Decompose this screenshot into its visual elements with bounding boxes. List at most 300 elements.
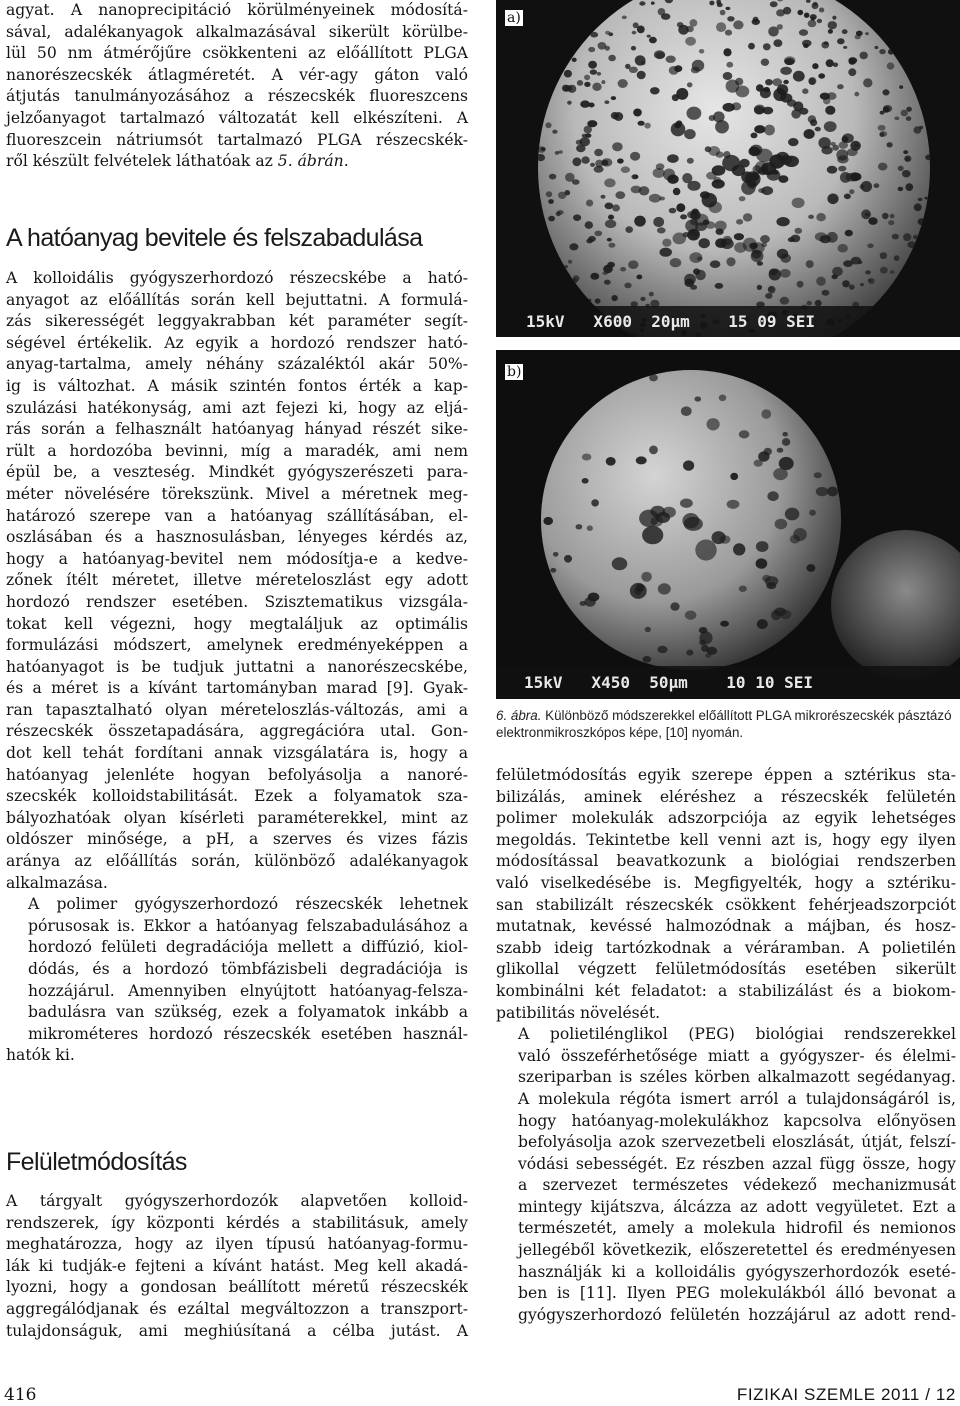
pore [676, 120, 682, 125]
pore [580, 601, 586, 606]
pore [860, 52, 868, 60]
pore [878, 163, 888, 171]
pore [845, 230, 853, 237]
pore [546, 191, 552, 197]
pore [812, 3, 819, 9]
pore [887, 62, 895, 69]
pore [716, 151, 724, 157]
text-line: tulajdonságuk, ami meghiúsítaná a célba jutást. A [6, 1321, 468, 1340]
text-line: san stabilizált részecskék csökkent fehérjeadszorpciót [496, 895, 956, 914]
text-line: mikrométeres hordozó részecskék esetében használ- [28, 1024, 468, 1043]
pore [894, 117, 899, 121]
pore [757, 285, 762, 290]
text-line: hogy a hatóanyag-bevitel nem módosítja-e a kedve- [6, 549, 468, 568]
pore [792, 198, 805, 208]
pore [687, 158, 694, 164]
text-line: szabb ideig tartózkodnak a véráramban. A polietilén [496, 938, 956, 957]
pore [720, 621, 729, 627]
text-line: dódás, és a hordozó tömbfázisbeli degradációja is [28, 960, 468, 978]
pore [802, 88, 808, 94]
pore [899, 85, 903, 89]
pore [586, 200, 593, 207]
pore [687, 229, 700, 240]
pore [680, 499, 693, 508]
pore [615, 191, 625, 199]
pore [709, 1, 714, 6]
pore [587, 120, 597, 127]
text-line: hatóanyagot is be tudjuk juttatni a nanorészecskébe, [6, 657, 468, 676]
pore [883, 89, 890, 95]
pore [764, 125, 775, 136]
pore [605, 31, 610, 35]
pore [808, 215, 814, 219]
intro-paragraph [6, 0, 468, 173]
text-line: anyagot az előállítás során kell bejuttatni. A formulá- [6, 290, 468, 309]
text-line: jellegéből következik, előszeretettel és eredményesen [518, 1241, 956, 1260]
pore [905, 183, 913, 191]
pore [658, 583, 671, 594]
pore [695, 214, 709, 226]
pore [725, 7, 730, 10]
pore [765, 79, 773, 85]
pore [604, 100, 609, 104]
pore [830, 142, 835, 146]
pore [901, 110, 908, 117]
pore [842, 280, 850, 287]
pore [782, 438, 790, 446]
pore [632, 31, 637, 35]
pore [865, 213, 870, 217]
pore [663, 169, 675, 181]
text-line: zőnek ítélt méretet, illetve méreteloszlást egy adott [6, 571, 468, 590]
pore [840, 172, 851, 183]
pore [751, 133, 758, 139]
pore [836, 149, 848, 160]
pore [584, 597, 595, 607]
pore [612, 142, 623, 151]
section-heading: Felületmódosítás [6, 1148, 187, 1176]
pore [815, 300, 822, 306]
pore [767, 491, 778, 501]
pore [582, 478, 589, 484]
pore [816, 277, 826, 286]
pore [883, 105, 892, 112]
pore [882, 213, 889, 219]
text-line: szulázási hatékonyság, ami azt fejezi ki, hogy az eljá- [6, 398, 468, 417]
pore [849, 189, 854, 194]
pore [773, 39, 782, 47]
pore [740, 159, 750, 168]
pore [761, 59, 769, 66]
right-column-body [496, 765, 956, 1326]
pore [572, 157, 581, 166]
pore [806, 260, 814, 268]
pore [643, 656, 652, 663]
pore [584, 75, 590, 81]
text-line: glikollal végzett felületmódosítás esetében sikerült [496, 960, 956, 979]
pore [849, 284, 855, 289]
pore [824, 121, 837, 132]
text-line: ran tapasztalható olyan méreteloszlás-változás, ami a [6, 700, 468, 719]
pore [543, 517, 553, 525]
pore [782, 432, 788, 437]
text-line: lyozni, hogy a gondosan beállított méretű részecskék [6, 1278, 468, 1297]
pore [773, 88, 786, 101]
pore [590, 69, 597, 74]
pore [777, 24, 783, 30]
pore [655, 52, 665, 59]
pore [739, 430, 750, 438]
pore [639, 186, 650, 195]
pore [828, 21, 837, 29]
text-line: ben is [11]. Ilyen PEG molekulákból álló bevonat a [518, 1284, 956, 1303]
pore [588, 61, 597, 69]
pore [605, 220, 616, 228]
pore [894, 255, 900, 261]
pore [640, 297, 645, 301]
text-line: hordozó felületi degradációja mellett a diffúzió, kiol- [28, 938, 468, 957]
pore [906, 116, 911, 121]
pore [890, 270, 895, 274]
pore [777, 448, 784, 453]
pore [837, 38, 845, 44]
pore [673, 188, 681, 196]
pore [763, 87, 770, 92]
pore [590, 273, 599, 280]
pore [618, 79, 628, 88]
pore [693, 268, 700, 274]
pore [580, 100, 590, 107]
pore [726, 257, 735, 266]
section1-body [6, 268, 468, 1067]
pore [812, 63, 818, 69]
pore [607, 238, 612, 242]
pore [657, 227, 666, 233]
pore [576, 140, 583, 145]
text-line: lák ki tudják-e fejteni a kívánt hatást. Meg kell akadá- [6, 1256, 468, 1275]
pore [825, 106, 835, 115]
pore [906, 107, 912, 112]
pore [815, 127, 821, 132]
pore [647, 35, 651, 38]
pore [773, 468, 788, 480]
pore [649, 292, 654, 297]
pore [624, 283, 631, 289]
paragraph [6, 1191, 468, 1342]
pore [644, 123, 650, 129]
pore [666, 56, 676, 63]
pore [555, 151, 560, 155]
pore [751, 250, 761, 259]
pore [842, 29, 848, 34]
pore [807, 301, 812, 306]
pore [865, 270, 871, 274]
text-line: átjutás tanulmányozásához a részecskék fluoreszcens [6, 87, 468, 106]
pore [860, 184, 865, 189]
text-line: hatók ki. [6, 1046, 75, 1065]
pore [730, 473, 738, 480]
pore [590, 163, 595, 167]
pore [722, 236, 732, 245]
text-line: felületmódosítás egyik szerepe éppen a sztérikus sta- [496, 766, 956, 784]
pore [892, 234, 899, 240]
figure-label-b: b) [507, 364, 522, 380]
pore [817, 19, 822, 23]
pore [804, 129, 815, 139]
pore [919, 126, 923, 129]
pore [617, 158, 624, 163]
text-line: szecskék kolloidstabilitását. Ezek a folyamatok sza- [6, 787, 468, 806]
text-line: méter növelésére törekszünk. Mivel a méretnek meg- [6, 484, 468, 503]
pore [874, 183, 880, 188]
pore [804, 13, 810, 18]
pore [833, 63, 838, 68]
pore [608, 215, 614, 220]
text-line: hatóanyag jelenléte hogyan befolyásolja a nanoré- [6, 765, 468, 784]
pore [785, 508, 800, 521]
pore [848, 68, 856, 76]
pore [788, 237, 795, 242]
caption-number: 6. ábra. [496, 708, 542, 723]
pore [771, 610, 781, 620]
pore [682, 173, 692, 183]
pore [816, 487, 828, 496]
text-line: ig is változhat. A másik szintén fontos érték a kap- [6, 376, 468, 395]
pore [752, 19, 760, 25]
pore [674, 65, 682, 72]
pore [695, 539, 716, 560]
pore [819, 8, 824, 13]
pore [604, 280, 611, 285]
pore [867, 244, 874, 249]
text-line: gyógyszerhordozó felületén hozzájárul az adott rend- [518, 1305, 956, 1324]
pore [832, 16, 836, 20]
pore [826, 59, 834, 67]
pore [727, 16, 734, 21]
pore [625, 226, 633, 233]
pore [564, 70, 572, 78]
pore [604, 178, 615, 187]
pore [710, 260, 721, 268]
pore [733, 20, 743, 29]
pore [756, 84, 764, 92]
pore [723, 151, 730, 158]
pore [780, 269, 791, 278]
text-line: való viselkedésébe is. Megfigyelték, hogy a sztériku- [496, 873, 956, 892]
pore [837, 84, 844, 89]
pore [548, 216, 555, 222]
pore [720, 10, 726, 16]
pore [586, 239, 593, 244]
pore [620, 267, 626, 272]
pore [775, 519, 788, 530]
text-line: ségével értékelik. Az egyik a hordozó rendszer ható- [6, 333, 468, 352]
pore [827, 487, 838, 497]
paragraph [6, 894, 468, 1067]
pore [824, 41, 829, 44]
pore [582, 454, 592, 461]
text-line: módosítással beavatkozunk a biológiai rendszerben [496, 852, 956, 871]
pore [902, 170, 911, 177]
text-line: hogy hatóanyag-molekulákhoz kapcsolva előnyösen [518, 1111, 956, 1130]
text-line: határozó szerepe van a hatóanyag szállításában, el- [6, 506, 468, 525]
pore [699, 238, 710, 248]
pore [670, 258, 682, 267]
pore [772, 78, 782, 86]
pore [716, 22, 726, 32]
pore [584, 82, 590, 87]
text-line: épül be, a veszteség. Mindkét gyógyszerészeti para- [6, 463, 468, 482]
text-line: természetét, amely a molekula hidrofil és nemionos [518, 1219, 956, 1238]
pore [806, 564, 815, 572]
pore [815, 232, 827, 241]
pore [790, 535, 800, 544]
pore [793, 71, 805, 82]
pore [914, 203, 922, 211]
pore [924, 197, 928, 200]
pore [780, 67, 792, 75]
pore [634, 216, 646, 227]
pore [699, 631, 712, 644]
text-line: zás sikerességét leggyakrabban két paraméter segít- [6, 312, 468, 331]
pore [591, 499, 599, 506]
text-line: A tárgyalt gyógyszerhordozók alapvetően kolloid- [6, 1192, 468, 1210]
pore [700, 191, 710, 198]
paragraph [496, 1024, 956, 1326]
pore [657, 646, 667, 653]
pore [776, 217, 789, 226]
pore [638, 121, 645, 126]
text-line: hordozó rendszer esetében. Szisztematikus vizsgála- [6, 592, 468, 611]
pore [755, 161, 768, 174]
pore [552, 130, 557, 134]
pore [875, 46, 879, 49]
pore [851, 257, 861, 265]
text-line: jelzőanyagot tartalmazó változatát kell elkészíteni. A [6, 108, 468, 127]
pore [754, 460, 763, 467]
pore [802, 40, 812, 47]
pore [903, 150, 908, 154]
pore [827, 166, 838, 174]
text-line: A molekula régóta ismert arról a tulajdonságáról is, [518, 1089, 956, 1108]
pore [653, 217, 664, 227]
pore [823, 97, 830, 104]
text-line: anyag-tartalma, amely néhány százaléktól akár 50%- [6, 355, 468, 374]
text-line: hozzájárul. Amennyiben elnyújtott hatóanyag-felsza- [28, 981, 468, 1000]
figure-label-a: a) [507, 10, 521, 26]
pore [622, 15, 627, 19]
text-line: alkalmazása. [6, 873, 108, 892]
text-line: rült a hordozóba bevinni, míg a maradék, ami nem [6, 441, 468, 460]
text-line: meghatározza, hogy az ilyen típusú hatóanyag-formu- [6, 1235, 468, 1254]
text-line: vódási sebességét. Ez részben azzal függ össze, hogy [518, 1154, 956, 1173]
pore [594, 149, 603, 156]
pore [553, 552, 559, 557]
pore [636, 275, 642, 280]
pore [633, 109, 642, 117]
text-line: aránya az előállítás során, különböző adalékanyagok [6, 852, 468, 871]
pore [739, 586, 747, 592]
pore [564, 555, 572, 563]
pore [754, 125, 765, 133]
pore [687, 82, 693, 87]
paragraph [496, 765, 956, 1024]
pore [658, 8, 666, 15]
pore [659, 248, 672, 257]
pore [676, 88, 688, 100]
pore [844, 194, 851, 200]
pore [856, 31, 863, 36]
pore [799, 29, 808, 36]
pore [880, 267, 888, 274]
pore [760, 235, 770, 243]
pore [595, 298, 601, 303]
figure-reference: 5. ábrán [277, 152, 344, 171]
text-line: dot kell tehát fordítani annak vizsgálatára is, hogy a [6, 744, 468, 763]
pore [621, 166, 630, 173]
text-line: rás során a felhasznált hatóanyag hányad részét sike- [6, 420, 468, 439]
pore [697, 257, 702, 261]
pore [756, 558, 768, 568]
pore [576, 145, 585, 153]
pore [776, 152, 788, 161]
pore [756, 541, 769, 552]
pore [818, 137, 830, 149]
pore [851, 173, 862, 181]
pore [641, 572, 652, 582]
pore [733, 543, 745, 555]
pore [685, 37, 696, 46]
pore [757, 619, 768, 629]
pore [558, 192, 566, 199]
pore [715, 283, 724, 289]
pore [662, 239, 671, 247]
pore [612, 557, 628, 570]
pore [607, 262, 615, 268]
pore [809, 78, 816, 85]
pore [605, 46, 610, 51]
pore [649, 446, 658, 455]
figure-caption [496, 707, 958, 741]
pore [865, 32, 869, 35]
pore [810, 119, 817, 126]
pore [635, 55, 646, 65]
pore [726, 80, 740, 93]
text-line: aggregálódjanak és ezáltal megváltozzon a transzport- [6, 1299, 468, 1318]
pore [723, 48, 731, 56]
text-line: fluoreszcein nátriumsót tartalmazó PLGA részecskék- [6, 130, 468, 149]
pore [793, 101, 803, 111]
pore [611, 96, 616, 100]
pore [628, 260, 638, 269]
pore [606, 457, 616, 466]
pore [637, 26, 645, 34]
pore [868, 279, 872, 282]
pore [769, 269, 781, 281]
text-line: badulásra van szükség, ezek a folyamatok inkább a [28, 1003, 468, 1022]
pore [585, 221, 593, 229]
pore [758, 188, 765, 193]
pore [686, 650, 693, 656]
text-line: való összeférhetősége miatt a gyógyszer- és élelmi- [518, 1046, 956, 1065]
pore [670, 602, 679, 610]
pore [904, 156, 910, 161]
pore [597, 72, 601, 76]
pore [611, 295, 617, 301]
pore [637, 71, 646, 80]
pore [683, 460, 694, 470]
pore [780, 297, 789, 305]
